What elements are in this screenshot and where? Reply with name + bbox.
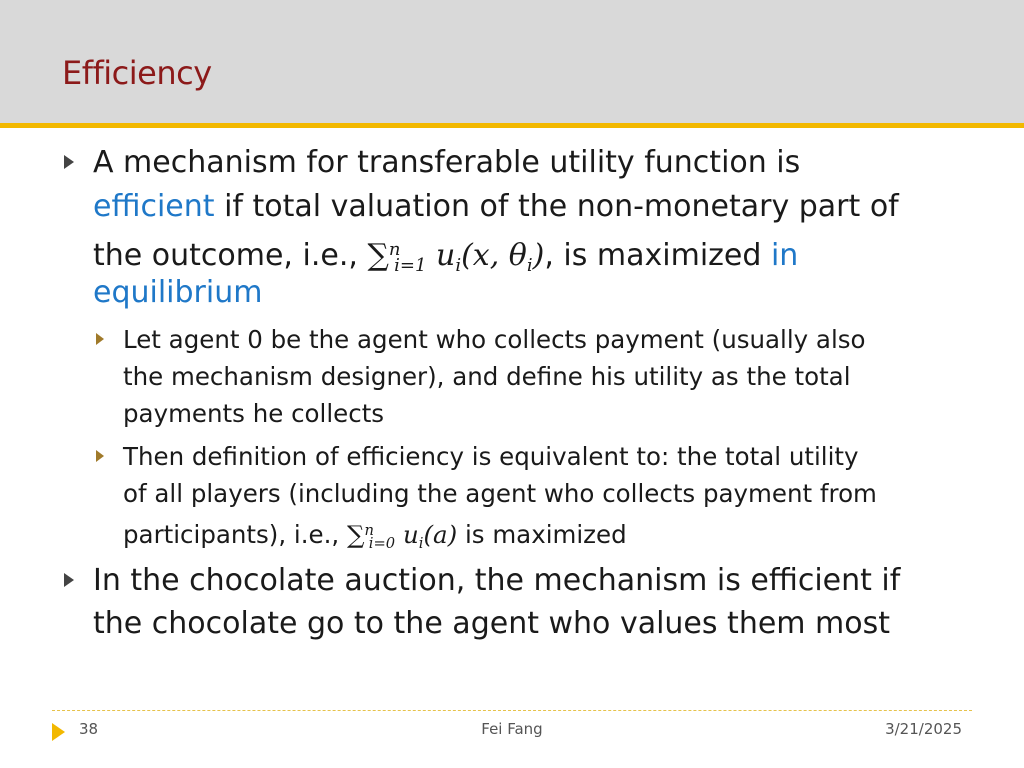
bullet-triangle-icon (64, 155, 74, 169)
utility-symbol: u (395, 520, 419, 550)
footer-author: Fei Fang (481, 720, 543, 738)
footer-divider (52, 710, 972, 711)
in-term: in (770, 237, 799, 273)
efficient-term: efficient (93, 189, 215, 224)
bullet-triangle-icon (64, 573, 74, 587)
sub-bullet-1-line-3: payments he collects (123, 399, 385, 428)
sub-bullet-2-line-3 (123, 512, 983, 562)
sum-symbol: ∑ (367, 237, 389, 273)
sub-bullet-2-text: participants), i.e., (123, 520, 347, 550)
bullet-1-line-1 (93, 141, 973, 184)
bullet-1-line-2 (93, 185, 973, 228)
page-number: 38 (79, 720, 99, 738)
sum-upper-limit: n (388, 239, 401, 260)
sum-upper-limit: n (364, 522, 374, 539)
sub-bullet-2-line-1: Then definition of efficiency is equivalent to: the total utility (123, 442, 859, 471)
sum-lower-limit: i=0 (368, 535, 396, 553)
utility-args: (a) (423, 520, 458, 550)
sum-symbol: ∑ (346, 520, 365, 550)
sub-bullet-1-line-1: Let agent 0 be the agent who collects payment (usually also (123, 325, 866, 354)
sub-bullet-1-line-2: the mechanism designer), and define his utility as the total (123, 362, 851, 391)
bullet-1-line-4 (93, 271, 973, 314)
utility-symbol: u (426, 237, 456, 273)
bullet-1-text-4: , is maximized (544, 237, 771, 273)
bullet-1-text-2: if total valuation of the non-monetary part of (214, 189, 899, 224)
bullet-1-text-3: the outcome, i.e., (93, 237, 368, 273)
footer-date: 3/21/2025 (885, 720, 962, 738)
sub-bullet-2-line-2: of all players (including the agent who collects payment from (123, 479, 877, 508)
sum-lower-limit: i=1 (394, 255, 427, 277)
utility-subscript: i (455, 255, 462, 277)
theta-subscript: i (526, 255, 533, 277)
bullet-2-line-1: In the chocolate auction, the mechanism is efficient if (93, 563, 901, 598)
utility-close: ) (532, 237, 545, 273)
equilibrium-term: equilibrium (93, 275, 263, 310)
sub-bullet-triangle-icon (96, 450, 104, 462)
sub-bullet-2-text-2: is maximized (457, 520, 627, 550)
utility-args: (x, θ (461, 237, 527, 273)
header-accent-rule (0, 123, 1024, 128)
sub-bullet-triangle-icon (96, 333, 104, 345)
bullet-2-line-2: the chocolate go to the agent who values them most (93, 606, 891, 641)
bullet-1-text: A mechanism for transferable utility function is (93, 145, 801, 180)
sum-formula (347, 512, 395, 562)
slide-title: Efficiency (62, 54, 212, 92)
utility-subscript: i (418, 535, 424, 553)
